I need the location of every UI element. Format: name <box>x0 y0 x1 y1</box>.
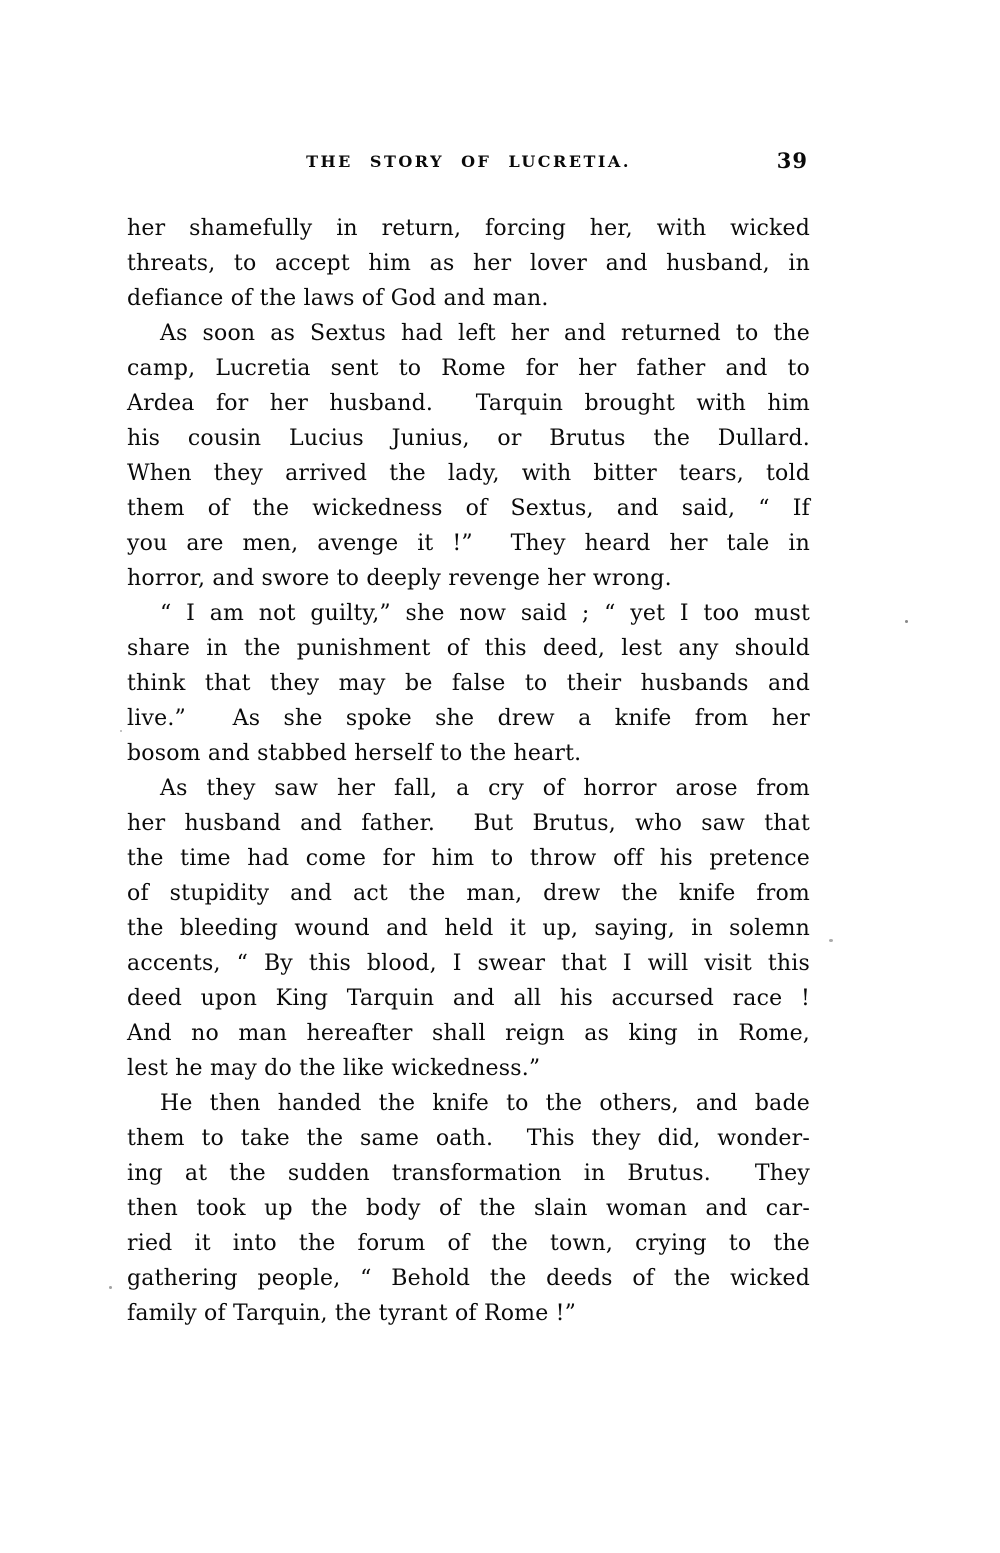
text-line: family of Tarquin, the tyrant of Rome !” <box>127 1301 577 1326</box>
text-line: think that they may be false to their husbands and <box>127 671 810 696</box>
text-line: “ I am not guilty,” she now said ; “ yet I too must <box>160 601 810 626</box>
text-line: his cousin Lucius Junius, or Brutus the Dullard. <box>127 426 810 451</box>
paragraph <box>127 316 810 596</box>
text-line: her husband and father. But Brutus, who saw that <box>127 811 810 836</box>
text-line: you are men, avenge it !” They heard her tale in <box>127 531 810 556</box>
text-line: bosom and stabbed herself to the heart. <box>127 741 582 766</box>
body-text <box>127 211 810 1331</box>
scan-speck <box>109 1286 112 1289</box>
text-line: threats, to accept him as her lover and husband, in <box>127 251 810 276</box>
text-line: her shamefully in return, forcing her, with wicked <box>127 216 810 241</box>
scan-speck <box>120 730 122 732</box>
paragraph <box>127 596 810 771</box>
text-line: As they saw her fall, a cry of horror arose from <box>160 776 810 801</box>
text-line: them of the wickedness of Sextus, and said, “ If <box>127 496 810 521</box>
text-line: live.” As she spoke she drew a knife from her <box>127 706 810 731</box>
text-line: then took up the body of the slain woman and car- <box>127 1196 810 1221</box>
text-line: As soon as Sextus had left her and returned to the <box>160 321 810 346</box>
text-line: them to take the same oath. This they did, wonder- <box>127 1126 810 1151</box>
running-header <box>127 150 810 176</box>
page-number: 39 <box>776 148 808 173</box>
text-line: He then handed the knife to the others, and bade <box>160 1091 810 1116</box>
text-line: gathering people, “ Behold the deeds of the wicked <box>127 1266 810 1291</box>
scan-speck <box>905 620 908 623</box>
text-line: share in the punishment of this deed, lest any should <box>127 636 810 661</box>
paragraph <box>127 771 810 1086</box>
paragraph <box>127 211 810 316</box>
paragraph <box>127 1086 810 1331</box>
text-line: lest he may do the like wickedness.” <box>127 1056 541 1081</box>
text-line: accents, “ By this blood, I swear that I will visit this <box>127 951 810 976</box>
text-line: And no man hereafter shall reign as king in Rome, <box>127 1021 810 1046</box>
scan-speck <box>829 939 833 942</box>
text-line: deed upon King Tarquin and all his accursed race ! <box>127 986 810 1011</box>
page-title: THE STORY OF LUCRETIA. <box>306 152 631 171</box>
text-line: ing at the sudden transformation in Brutus. They <box>127 1161 810 1186</box>
text-line: defiance of the laws of God and man. <box>127 286 549 311</box>
text-line: the bleeding wound and held it up, saying, in solemn <box>127 916 810 941</box>
text-line: ried it into the forum of the town, crying to the <box>127 1231 810 1256</box>
text-line: of stupidity and act the man, drew the knife from <box>127 881 810 906</box>
text-line: When they arrived the lady, with bitter tears, told <box>127 461 810 486</box>
text-line: camp, Lucretia sent to Rome for her father and to <box>127 356 810 381</box>
text-line: horror, and swore to deeply revenge her wrong. <box>127 566 672 591</box>
text-line: Ardea for her husband. Tarquin brought with him <box>127 391 810 416</box>
text-line: the time had come for him to throw off his pretence <box>127 846 810 871</box>
